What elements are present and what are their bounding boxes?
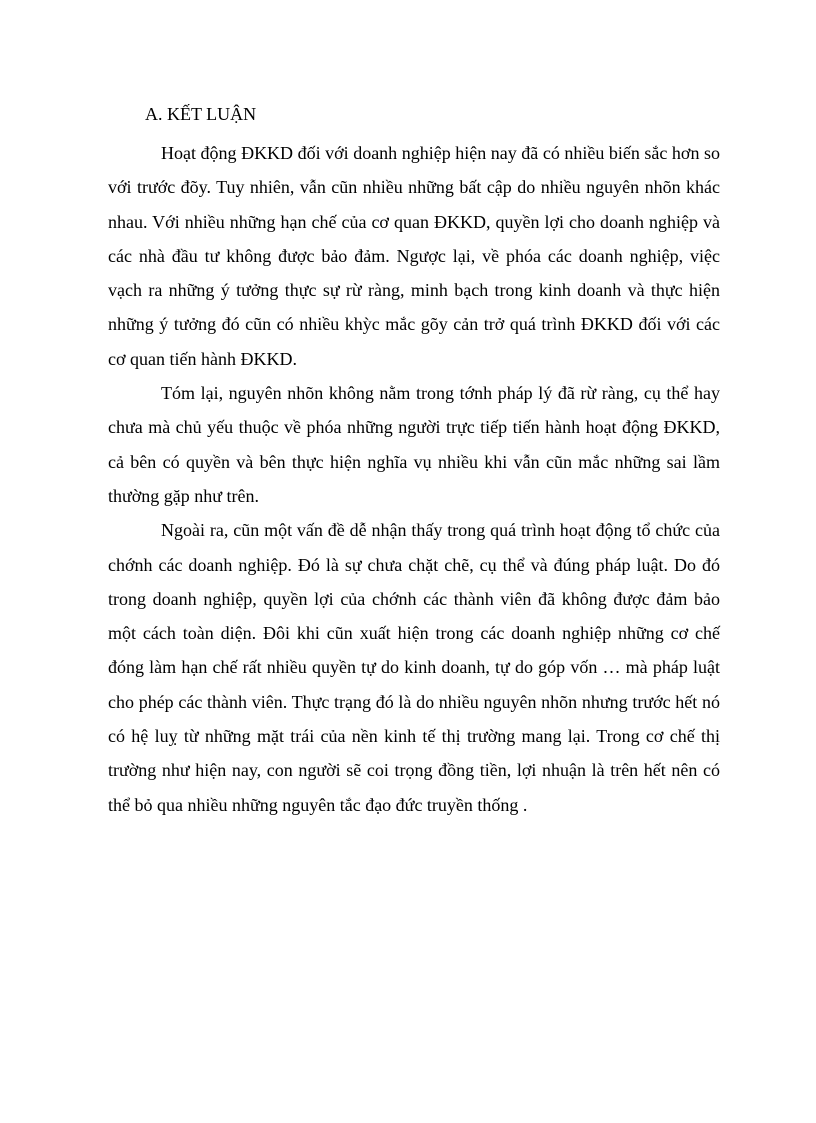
body-text xyxy=(108,136,720,822)
paragraph-3: Ngoài ra, cũn một vấn đề dễ nhận thấy trong quá trình hoạt động tổ chức của chớnh các doanh nghiệp. Đó là sự chưa chặt chẽ, cụ thể và đúng pháp luật. Do đó trong doanh nghiệp, quyền lợi của chớnh các thành viên đã không được đảm bảo một cách toàn diện. Đôi khi cũn xuất hiện trong các doanh nghiệp những cơ chế đóng làm hạn chế rất nhiều quyền tự do kinh doanh, tự do góp vốn … mà pháp luật cho phép các thành viên. Thực trạng đó là do nhiều nguyên nhõn nhưng trước hết nó có hệ luỵ từ những mặt trái của nền kinh tế thị trường mang lại. Trong cơ chế thị trường như hiện nay, con người sẽ coi trọng đồng tiền, lợi nhuận là trên hết nên có thể bỏ qua nhiều những nguyên tắc đạo đức truyền thống . xyxy=(108,520,720,815)
section-heading: A. KẾT LUẬN xyxy=(145,104,257,124)
paragraph-2: Tóm lại, nguyên nhõn không nằm trong tớnh pháp lý đã rừ ràng, cụ thể hay chưa mà chủ yếu thuộc về phóa những người trực tiếp tiến hành hoạt động ĐKKD, cả bên có quyền và bên thực hiện nghĩa vụ nhiều khi vẫn cũn mắc những sai lầm thường gặp như trên. xyxy=(108,383,720,506)
paragraph-1: Hoạt động ĐKKD đối với doanh nghiệp hiện nay đã có nhiều biến sắc hơn so với trước đõy. Tuy nhiên, vẫn cũn nhiều những bất cập do nhiều nguyên nhõn khác nhau. Với nhiều những hạn chế của cơ quan ĐKKD, quyền lợi cho doanh nghiệp và các nhà đầu tư không được bảo đảm. Ngược lại, về phóa các doanh nghiệp, việc vạch ra những ý tưởng thực sự rừ ràng, minh bạch trong kinh doanh và thực hiện những ý tưởng đó cũn có nhiều khỳc mắc gõy cản trở quá trình ĐKKD đối với các cơ quan tiến hành ĐKKD. xyxy=(108,143,720,369)
